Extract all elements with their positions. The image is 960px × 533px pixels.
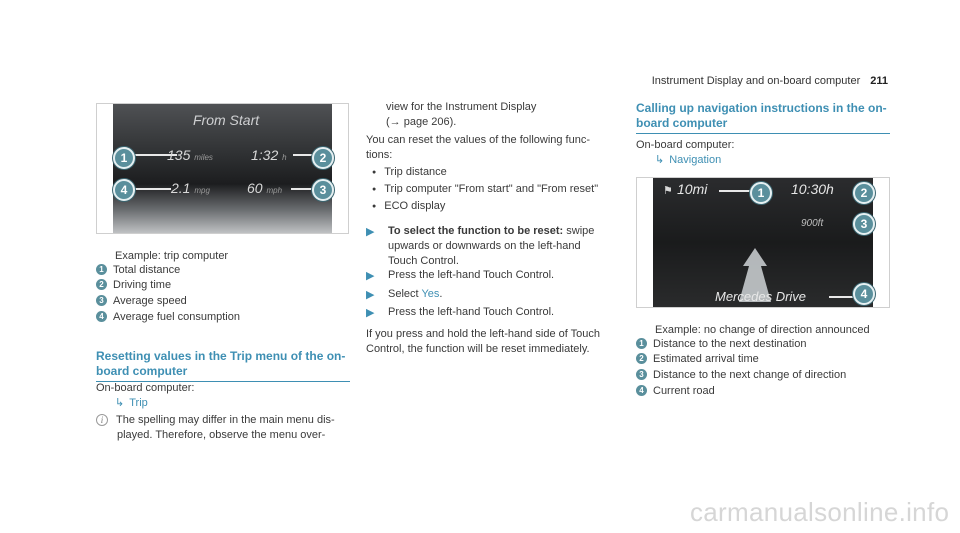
trip-legend-4: 4 Average fuel consumption (96, 310, 240, 325)
trip-legend-3: 3 Average speed (96, 294, 187, 309)
nav-legend-2: 2 Estimated arrival time (636, 352, 759, 367)
trip-caption: Example: trip computer (115, 250, 229, 262)
marker-4: 4 (853, 283, 875, 305)
menu-overview-cont: view for the Instrument Display (→ page 206). (386, 101, 537, 128)
spelling-note: i The spelling may differ in the main menu dis- played. Therefore, observe the menu over- (96, 413, 335, 443)
marker-1: 1 (113, 147, 135, 169)
next-turn-distance: 900ft (801, 218, 824, 229)
bullet-trip-distance: ● Trip distance (372, 165, 447, 180)
trip-legend-2: 2 Driving time (96, 278, 171, 293)
display-title: From Start (193, 112, 260, 128)
marker-3: 3 (853, 213, 875, 235)
nav-legend-4: 4 Current road (636, 384, 715, 399)
current-road: Mercedes Drive (715, 289, 807, 304)
watermark: carmanualsonline.info (690, 497, 950, 527)
nav-caption: Example: no change of direction announced (655, 324, 870, 336)
trip-onboard-label: On-board computer: (96, 382, 195, 394)
page-number: 211 (870, 75, 888, 87)
step-arrow-icon: ▶ (366, 289, 375, 301)
trip-legend-1: 1 Total distance (96, 263, 180, 278)
menu-arrow-icon: ↳ (115, 397, 125, 409)
distance-leader-line (719, 190, 753, 192)
info-icon: i (96, 414, 108, 426)
header-title: Instrument Display and on-board computer (651, 75, 861, 87)
reset-final-note: If you press and hold the left-hand side of Touch Control, the function will be reset immediately. (366, 328, 601, 355)
yes-link[interactable]: Yes (421, 288, 440, 300)
trip-menu-link[interactable]: Trip (129, 397, 148, 409)
distance-to-destination: 10mi (677, 181, 708, 197)
step-arrow-icon: ▶ (366, 270, 375, 282)
nav-flag-icon: ⚑ (663, 185, 673, 197)
nav-legend-3: 3 Distance to the next change of direction (636, 368, 846, 383)
marker-3: 3 (312, 179, 334, 201)
trip-menu-path (115, 396, 148, 411)
speed-value: 60 mph (247, 180, 283, 196)
step-press-control: ▶ Press the left-hand Touch Control. (366, 269, 555, 282)
step-select-function: ▶ To select the function to be reset: swipe upwards or downwards on the left-hand Touch Control. (366, 225, 595, 267)
navigation-figure (636, 177, 890, 308)
step-arrow-icon: ▶ (366, 307, 375, 319)
bullet-eco-display: ● ECO display (372, 199, 445, 214)
distance-value: 135 miles (167, 147, 213, 163)
marker-2: 2 (312, 147, 334, 169)
reset-intro: You can reset the values of the following func- tions: (366, 134, 591, 161)
marker-4: 4 (113, 179, 135, 201)
fuel-value: 2.1 mpg (171, 180, 210, 196)
trip-computer-display (113, 104, 332, 233)
menu-arrow-icon: ↳ (655, 154, 665, 166)
arrival-time: 10:30h (791, 181, 834, 197)
step-select-yes: ▶ Select Yes. (366, 288, 443, 301)
time-value: 1:32 h (251, 147, 287, 163)
page-header (620, 74, 888, 89)
reset-section-title: Resetting values in the Trip menu of the on- board computer (96, 349, 350, 382)
fuel-leader-line (131, 188, 171, 190)
step-press-control-2: ▶ Press the left-hand Touch Control. (366, 306, 555, 319)
navigation-menu-link[interactable]: Navigation (669, 154, 722, 166)
trip-computer-figure (96, 103, 349, 234)
nav-legend-1: 1 Distance to the next destination (636, 337, 806, 352)
bullet-trip-computer: ● Trip computer "From start" and "From reset" (372, 182, 598, 197)
step-arrow-icon: ▶ (366, 226, 375, 238)
marker-2: 2 (853, 182, 875, 204)
navigation-section-title: Calling up navigation instructions in the on- board computer (636, 101, 890, 134)
marker-1: 1 (750, 182, 772, 204)
nav-onboard-label: On-board computer: (636, 139, 735, 151)
nav-menu-path (655, 153, 721, 168)
